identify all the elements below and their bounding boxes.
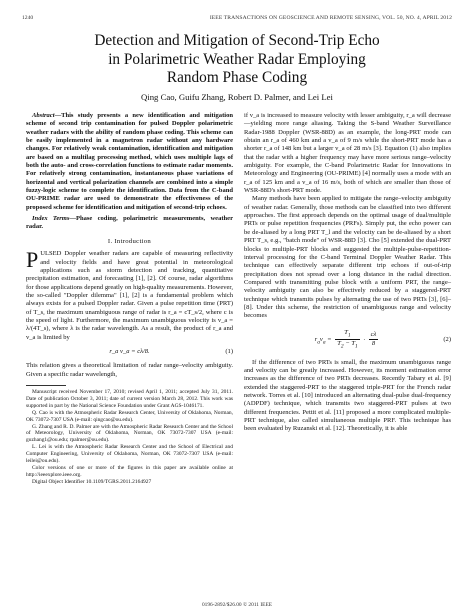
index-terms <box>26 215 233 232</box>
equation-1-number: (1) <box>225 347 233 355</box>
title-line-3: Random Phase Coding <box>166 69 308 87</box>
title-line-1: Detection and Mitigation of Second-Trip Echo <box>94 32 380 49</box>
abstract-label: Abstract <box>32 112 55 119</box>
abstract <box>26 112 233 212</box>
copyright-footer: 0196-2892/$26.00 © 2011 IEEE <box>201 602 273 608</box>
footnotes <box>26 389 233 486</box>
footnote-rule <box>26 385 66 386</box>
page-number: 1240 <box>22 15 34 21</box>
right-paragraph-1: if v_a is increased to measure velocity with lesser ambiguity, r_a will decrease—yielding more range aliasing. Taking the S-band Weather Surveillance Radar-1988 Doppler (WSR-88D) as an example, the long-PRT mode can obtain an r_a of 460 km and a v_a of 9 m/s while the short-PRT mode has a shorter r_a of 148 km but a larger v_a of 28 m/s [3]. Equation (1) also implies that the radar with a higher frequency may have more serious range–velocity ambiguity. For example, the C-band Polarimetric Radar for Innovations in Meteorology and Engineering (OU-PRIME) [4] normally uses a mode with an r_a of 125 km and a v_a of 16 m/s, both of which are smaller than those of WSR-88D's short-PRT mode. <box>244 112 451 195</box>
footnote-cao: Q. Cao is with the Atmospheric Radar Research Center, University of Oklahoma, Norman, OK 73072-7307 USA (e-mail: qingcao@ou.edu). <box>26 409 233 423</box>
section-heading-introduction: I. Introduction <box>107 237 152 245</box>
equation-2: $r_av_a$ = $\frac{T_1}{T_2 - T_1}$ · $\frac{c\lambda}{8}$ (2) <box>314 328 451 350</box>
author-list: Qing Cao, Guifu Zhang, Robert D. Palmer, and Lei Lei <box>141 92 333 102</box>
equation-1-body: r_a v_a = cλ/8. <box>109 347 150 355</box>
right-paragraph-3: If the difference of two PRTs is small, the maximum unambiguous range and velocity can be greatly increased. However, its moment estimation error increases as the difference of two PRTs decreases. Recently Tabary et al. [9] extended the staggered-PRT to the staggered triple-PRT for the French radar network. Torres et al. [10] introduced an alternating dual-pulse dual-frequency (ADPDF) technique, which transmits two staggered-PRT pulses at two different frequencies. Pettit et al. [11] proposed a more complicated multiple-PRT technique, also called simultaneous multiple PRF. This technique has been evaluated by Ruzanski et al. [12]. Theoretically, it is able <box>244 358 451 433</box>
footnote-doi: Digital Object Identifier 10.1109/TGRS.2011.2164927 <box>32 478 152 485</box>
footnote-lei: L. Lei is with the Atmospheric Radar Research Center and the School of Electrical and Computer Engineering, University of Oklahoma, Norman, OK 73072-7307 USA (e-mail: leilei@ou.edu). <box>26 444 233 465</box>
abstract-text: —This study presents a new identification and mitigation scheme of second trip contamination for pulsed Doppler polarimetric weather radars with the ability of random phase coding. This scheme can be easily implemented in a magnetron radar without any hardware changes. For relatively weak contamination, identification and mitigation are based on a multilag processing method, which uses multiple lags of both the auto- and cross-correlation functions to estimate radar moments. For relatively strong contamination, instantaneous phase variations of horizontal and vertical polarization channels are combined into a simple fuzzy-logic scheme to complete the identification. Data from the C-band OU-PRIME radar are used to demonstrate the effectiveness of the proposed scheme for identification and mitigation of second-trip echoes. <box>26 112 233 211</box>
index-terms-label: Index Terms <box>32 215 70 223</box>
footnote-color: Color versions of one or more of the figures in this paper are available online at http://ieeexplore.ieee.org. <box>26 464 233 478</box>
footnote-manuscript: Manuscript received November 17, 2010; revised April 1, 2011; accepted July 31, 2011. Date of publication October 3, 2011; date of current version March 28, 2012. This work was supported in part by the National Science Foundation under Grant AGS-1046171. <box>26 388 233 409</box>
equation-2-number: (2) <box>443 335 451 343</box>
drop-cap: P <box>26 247 39 273</box>
right-paragraph-2: Many methods have been applied to mitigate the range–velocity ambiguity of weather radar. Generally, those methods can be classified into two different approaches. The first approach depends on the optimal usage of dual/multiple PRTs or pulse repetition frequencies (PRFs). Simply put, the echo power can be de-aliased by a long PRT T_l and the velocity can be de-aliased by a short PRT T_s, e.g., "batch mode" of WSR-88D [3]. Cho [5] extended the dual-PRT blocks to multiple-PRT blocks and suggested the multiple-pulse-repetition-interval processing for the C-band Terminal Doppler Weather Radar. This technique can effectively separate different trip echoes if out-of-trip precipitation does not spread over a long distance in the radial direction. Compared with transmitting pulse block with a uniform PRT, the range–velocity ambiguity can also be effectively reduced by a staggered-PRT technique which transmits pulses by alternating the use of two PRTs [3], [6]–[8]. Under this scheme, the restriction of unambiguous range and velocity becomes <box>244 195 451 320</box>
left-column <box>26 112 233 486</box>
title-line-2: in Polarimetric Weather Radar Employing <box>108 50 366 68</box>
intro-paragraph-1 <box>26 247 233 342</box>
journal-line: IEEE TRANSACTIONS ON GEOSCIENCE AND REMOTE SENSING, VOL. 50, NO. 4, APRIL 2012 <box>209 15 452 21</box>
footnote-zhang-palmer: G. Zhang and R. D. Palmer are with the Atmospheric Radar Research Center and the School of Meteorology, University of Oklahoma, Norman, OK 73072-7307 USA (e-mail: guzhang1@ou.edu; rpalmer@ou.edu). <box>26 423 233 444</box>
right-column <box>244 112 451 434</box>
intro-paragraph-2: This relation gives a theoretical limitation of radar range–velocity ambiguity. Given a specific radar wavelength, <box>26 362 233 378</box>
index-terms-text: —Phase coding, polarimetric measurements, weather radar. <box>26 215 233 231</box>
paper-title <box>20 32 454 88</box>
equation-1 <box>26 348 233 356</box>
intro-paragraph-1-text: ULSED Doppler weather radars are capable of measuring reflectivity and velocity fields and have great potential in meteorological applications such as storm detection and tracking, quantitative precipitation estimation, and forecasting [1], [2]. Of course, radar algorithms for those applications depend greatly on high-quality measurements. However, the so-called "Doppler dilemma" [1], [2] is a fundamental problem which always exists for a pulsed Doppler radar. Given a pulse repetition time (PRT) of T_s, the maximum unambiguous range of radar is r_a = cT_s/2, where c is the speed of light. Furthermore, the maximum unambiguous velocity is v_a = λ/(4T_s), where λ is the radar wavelength. As a result, the product of r_a and v_a is limited by <box>26 250 233 341</box>
